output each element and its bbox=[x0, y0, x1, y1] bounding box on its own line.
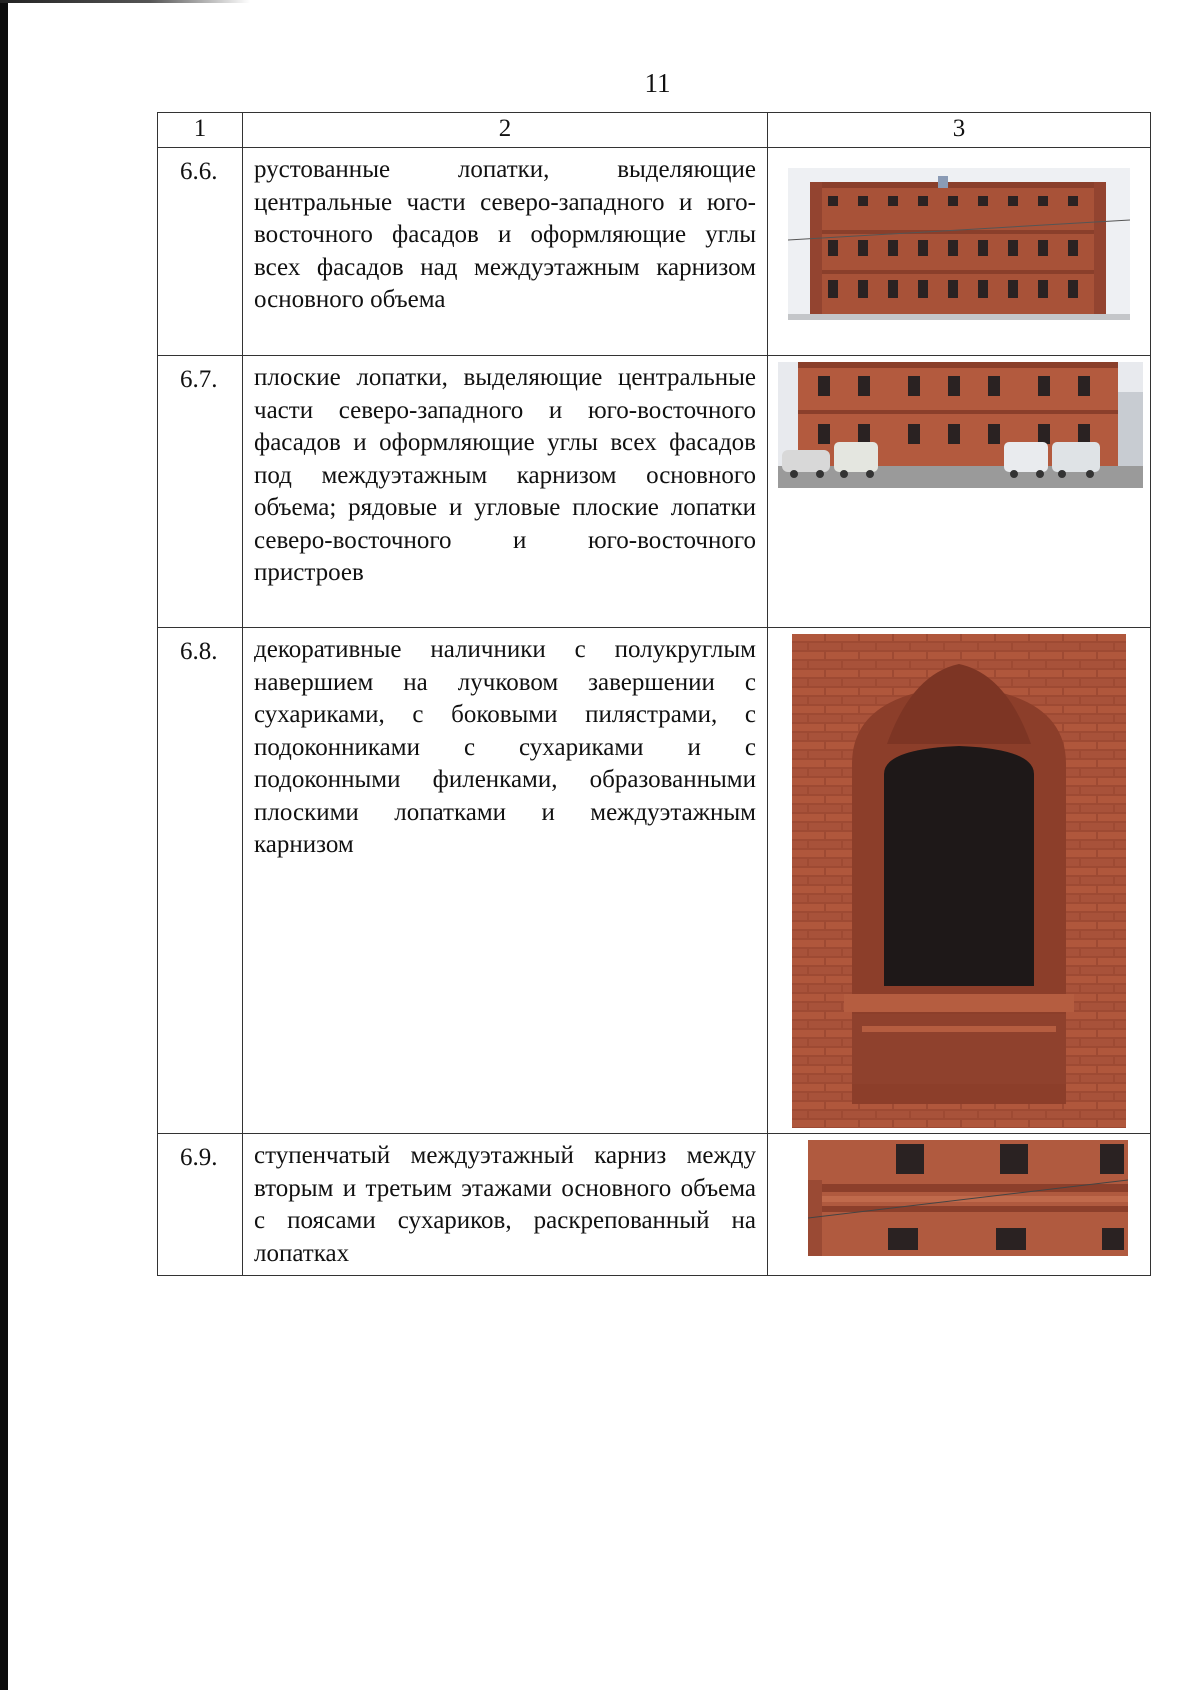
row-description: рустованные лопатки, выделяющие центральные части северо-западного и юго-восточного фасадов и оформляющие углы всех фасадов над междуэтажным карнизом основного объема bbox=[243, 148, 768, 356]
building-facade-illustration bbox=[788, 168, 1130, 320]
row-number: 6.9. bbox=[158, 1134, 243, 1276]
row-photo-cell bbox=[768, 148, 1151, 356]
table-header-row bbox=[158, 113, 1151, 148]
stepped-cornice-illustration bbox=[808, 1140, 1128, 1256]
row-description: ступенчатый междуэтажный карниз между вторым и третьим этажами основного объема с поясами сухариков, раскрепованный на лопатках bbox=[243, 1134, 768, 1276]
row-number: 6.8. bbox=[158, 628, 243, 1134]
row-number: 6.6. bbox=[158, 148, 243, 356]
row-photo-cell bbox=[768, 628, 1151, 1134]
row-description: плоские лопатки, выделяющие центральные части северо-западного и юго-восточного фасадов и оформляющие углы всех фасадов под междуэтажным карнизом основного объема; рядовые и угловые плоские лопатки северо-восточного и юго-восточного пристроев bbox=[243, 356, 768, 628]
row-number: 6.7. bbox=[158, 356, 243, 628]
column-header-2: 2 bbox=[243, 113, 768, 148]
building-lower-facade-illustration bbox=[778, 362, 1143, 488]
row-photo-cell bbox=[768, 1134, 1151, 1276]
table-row-6-7 bbox=[158, 356, 1151, 628]
table-row-6-6 bbox=[158, 148, 1151, 356]
building-facade-photo bbox=[788, 168, 1130, 320]
scan-edge-top bbox=[0, 0, 250, 3]
table-row-6-9 bbox=[158, 1134, 1151, 1276]
column-header-1: 1 bbox=[158, 113, 243, 148]
stepped-cornice-photo bbox=[808, 1140, 1128, 1256]
row-description: декоративные наличники с полукруглым навершием на лучковом завершении с сухариками, с боковыми пилястрами, с подоконниками с сухариками и с подоконными филенками, образованными плоскими лопатками и междуэтажным карнизом bbox=[243, 628, 768, 1134]
row-photo-cell bbox=[768, 356, 1151, 628]
decorative-window-illustration bbox=[792, 634, 1126, 1128]
column-header-3: 3 bbox=[768, 113, 1151, 148]
decorative-window-frame-photo bbox=[792, 634, 1126, 1128]
protected-elements-table bbox=[157, 112, 1151, 1276]
building-lower-facade-with-cars-photo bbox=[778, 362, 1143, 488]
page-number: 11 bbox=[644, 68, 671, 98]
scan-edge-left bbox=[0, 0, 8, 1690]
table-row-6-8 bbox=[158, 628, 1151, 1134]
